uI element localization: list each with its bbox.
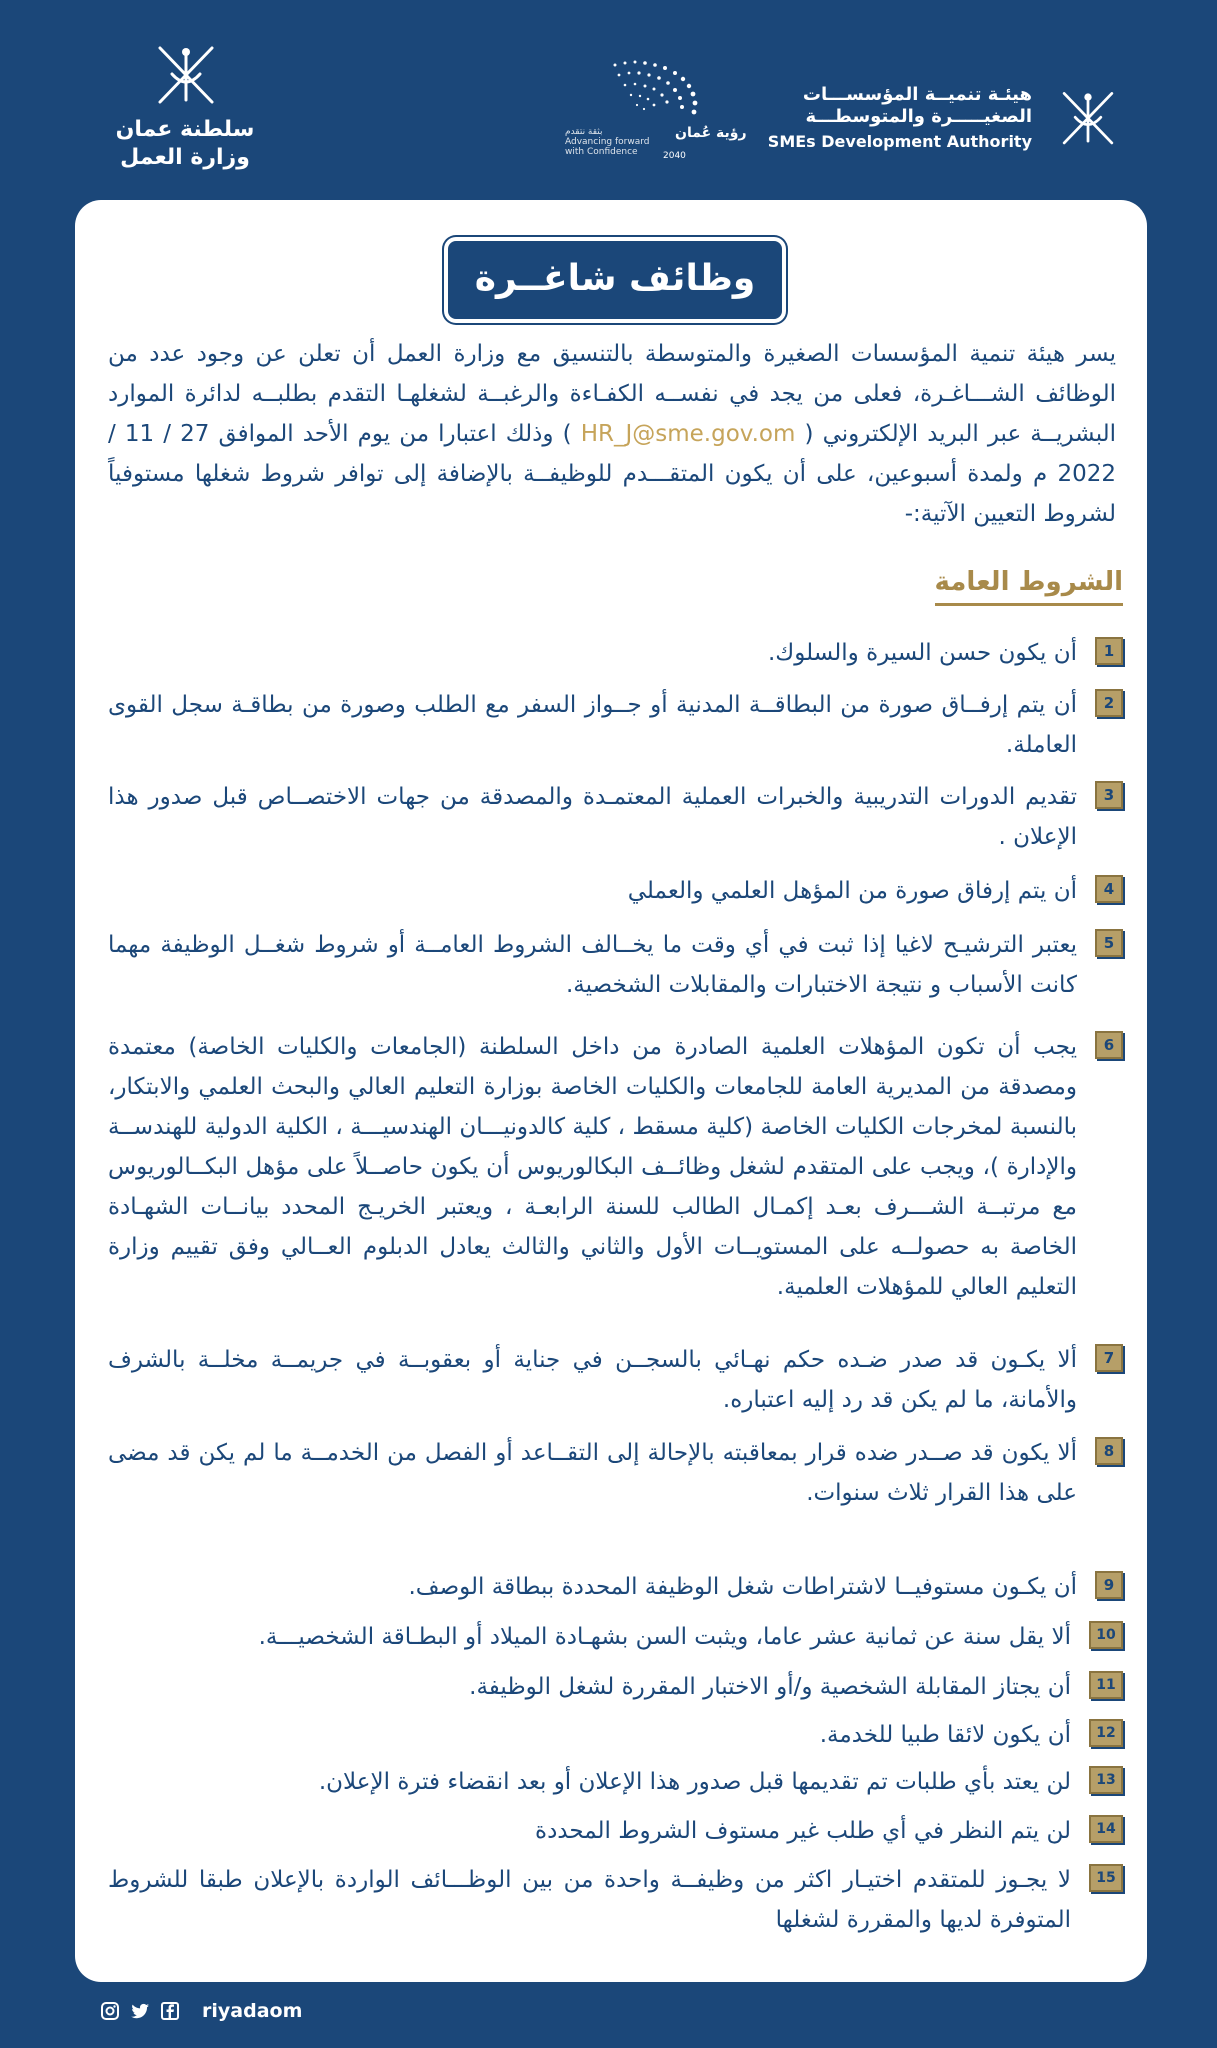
condition-item bbox=[108, 1762, 1123, 1802]
sme-ar-line1: هيئـة تنميــة المؤسســـات bbox=[802, 84, 1032, 105]
condition-text: ألا يكون قد صــدر ضده قرار بمعاقبته بالإحالة إلى التقــاعد أو الفصل من الخدمــة ما لم يكن قد مضى على هذا القرار ثلاث سنوات. bbox=[108, 1440, 1077, 1506]
condition-item bbox=[108, 1340, 1123, 1420]
ministry-line2: وزارة العمل bbox=[120, 145, 250, 170]
condition-item bbox=[108, 871, 1123, 911]
condition-item bbox=[108, 1433, 1123, 1513]
oman-emblem-icon bbox=[150, 40, 222, 114]
instagram-icon[interactable] bbox=[100, 2001, 120, 2021]
ministry-name bbox=[110, 116, 260, 172]
condition-item bbox=[108, 1567, 1123, 1607]
vision-tagline: بثقة نتقدم Advancing forward with Confidence bbox=[565, 127, 650, 157]
intro-text-2: ) وذلك اعتبارا من يوم الأحد الموافق 27 / 11 / 2022 م ولمدة أسبوعين، على أن يكون المتقـــدم للوظيفــة بالإضافة إلى توافر شروط شغلها مستوفياً لشروط التعيين الآتية:- bbox=[108, 421, 1116, 527]
condition-number-badge: 8 bbox=[1095, 1437, 1123, 1465]
announcement-card bbox=[75, 200, 1147, 1982]
condition-text: أن يجتاز المقابلة الشخصية و/أو الاختبار المقررة لشغل الوظيفة. bbox=[469, 1674, 1071, 1700]
sme-authority-name bbox=[768, 84, 1032, 151]
condition-number-badge: 2 bbox=[1095, 689, 1123, 717]
intro-text-1: يسر هيئة تنمية المؤسسات الصغيرة والمتوسطة بالتنسيق مع وزارة العمل أن تعلن عن وجود عدد من الوظائف الشـــاغـرة، فعلى من يجد في نفســه الكفـاءة والرغبــة لشغلهـا التقدم بطلبــه لدائرة الموارد البشريــة عبر البريد الإلكتروني ( bbox=[108, 341, 1117, 447]
condition-number-badge: 1 bbox=[1095, 637, 1123, 665]
condition-text: أن يكون لائقا طبيا للخدمة. bbox=[819, 1722, 1071, 1748]
vision-year: 2040 bbox=[663, 151, 686, 161]
condition-item bbox=[108, 1811, 1123, 1851]
condition-number-badge: 11 bbox=[1089, 1671, 1123, 1699]
condition-number-badge: 13 bbox=[1089, 1766, 1123, 1794]
condition-item bbox=[108, 925, 1123, 1005]
condition-item bbox=[108, 685, 1123, 765]
condition-text: أن يكـون مستوفيــا لاشتراطات شغل الوظيفة المحددة ببطاقة الوصف. bbox=[408, 1574, 1077, 1600]
sme-en: SMEs Development Authority bbox=[767, 132, 1032, 151]
condition-text: يعتبر الترشيـح لاغيا إذا ثبت في أي وقت ما يخــالف الشروط العامــة أو شروط شغــل الوظيفة مهما كانت الأسباب و نتيجة الاختبارات والمقابلات الشخصية. bbox=[108, 932, 1077, 998]
facebook-icon[interactable] bbox=[160, 2001, 180, 2021]
vision-2040-logo bbox=[555, 55, 755, 165]
condition-item bbox=[108, 1860, 1123, 1940]
oman-emblem-icon bbox=[1055, 86, 1121, 154]
condition-number-badge: 9 bbox=[1095, 1571, 1123, 1599]
condition-number-badge: 7 bbox=[1095, 1344, 1123, 1372]
sme-ar-line2: الصغيـــــرة والمتوسطـــة bbox=[805, 106, 1032, 127]
section-title: الشروط العامة bbox=[935, 567, 1124, 606]
condition-text: ألا يقل سنة عن ثمانية عشر عاما، ويثبت السن بشهـادة الميلاد أو البطـاقة الشخصيـــة. bbox=[258, 1624, 1071, 1650]
vision-text: رؤية عُمان bbox=[675, 125, 747, 141]
footer bbox=[100, 2000, 302, 2022]
header bbox=[0, 0, 1217, 200]
ministry-line1: سلطنة عمان bbox=[115, 117, 255, 142]
condition-number-badge: 14 bbox=[1089, 1815, 1123, 1843]
twitter-icon[interactable] bbox=[130, 2001, 150, 2021]
condition-text: لا يجـوز للمتقدم اختيـار اكثر من وظيفــة واحدة من بين الوظـــائف الواردة بالإعلان طبقا للشروط المتوفرة لديها والمقررة لشغلها bbox=[108, 1867, 1071, 1933]
condition-number-badge: 5 bbox=[1095, 929, 1123, 957]
email-link[interactable]: HR_J@sme.gov.om bbox=[580, 421, 796, 447]
social-handle[interactable]: riyadaom bbox=[202, 2000, 303, 2022]
condition-text: تقديم الدورات التدريبية والخبرات العملية المعتمـدة والمصدقة من جهات الاختصــاص قبل صدور هذا الإعلان . bbox=[108, 784, 1077, 850]
condition-number-badge: 15 bbox=[1089, 1864, 1123, 1892]
condition-text: ألا يكـون قد صدر ضـده حكم نهـائي بالسجــن في جناية أو بعقوبــة في جريمــة مخلــة بالشرف والأمانة، ما لم يكن قد رد إليه اعتباره. bbox=[108, 1347, 1077, 1413]
condition-text: لن يعتد بأي طلبات تم تقديمها قبل صدور هذا الإعلان أو بعد انقضاء فترة الإعلان. bbox=[318, 1769, 1071, 1795]
condition-text: أن يكون حسن السيرة والسلوك. bbox=[767, 640, 1077, 666]
condition-number-badge: 10 bbox=[1089, 1621, 1123, 1649]
page-title: وظائف شاغــرة bbox=[448, 241, 782, 319]
condition-number-badge: 4 bbox=[1095, 875, 1123, 903]
condition-text: يجب أن تكون المؤهلات العلمية الصادرة من داخل السلطنة (الجامعات والكليات الخاصة) معتمدة ومصدقة من المديرية العامة للجامعات والكليات الخاصة بوزارة التعليم العالي والبحث العلمي والابتكار، بالنسبة لمخرجات الكليات الخاصة (كلية مسقط ، كلية كالدونيـــان الهندسيـــة ، الكلية الدولية للهندســة والإدارة )، ويجب على المتقدم لشغل وظائــف البكالوريوس أن يكون حاصــلاً على مؤهل البكــالوريوس مع مرتبــة الشـــرف بعـد إكمـال الطالب للسنة الرابعـة ، ويعتبر الخريـج المحدد بيانــات الشهـادة الخاصة به حصولــه على المستويــات الأول والثاني والثالث يعادل الدبلوم العــالي وفق تقييم وزارة التعليم العالي للمؤهلات العلمية. bbox=[108, 1034, 1077, 1300]
condition-item bbox=[108, 1027, 1123, 1307]
intro-paragraph bbox=[108, 334, 1116, 534]
condition-item bbox=[108, 1617, 1123, 1657]
condition-item bbox=[108, 1667, 1123, 1707]
condition-item bbox=[108, 777, 1123, 857]
condition-number-badge: 6 bbox=[1095, 1031, 1123, 1059]
condition-text: أن يتم إرفــاق صورة من البطاقــة المدنية أو جــواز السفر مع الطلب وصورة من بطاقـة سجل القوى العاملة. bbox=[108, 692, 1077, 758]
condition-item bbox=[108, 633, 1123, 673]
condition-text: لن يتم النظر في أي طلب غير مستوف الشروط المحددة bbox=[535, 1818, 1071, 1844]
condition-item bbox=[108, 1715, 1123, 1755]
condition-number-badge: 12 bbox=[1089, 1719, 1123, 1747]
condition-text: أن يتم إرفاق صورة من المؤهل العلمي والعملي bbox=[627, 878, 1077, 904]
condition-number-badge: 3 bbox=[1095, 781, 1123, 809]
